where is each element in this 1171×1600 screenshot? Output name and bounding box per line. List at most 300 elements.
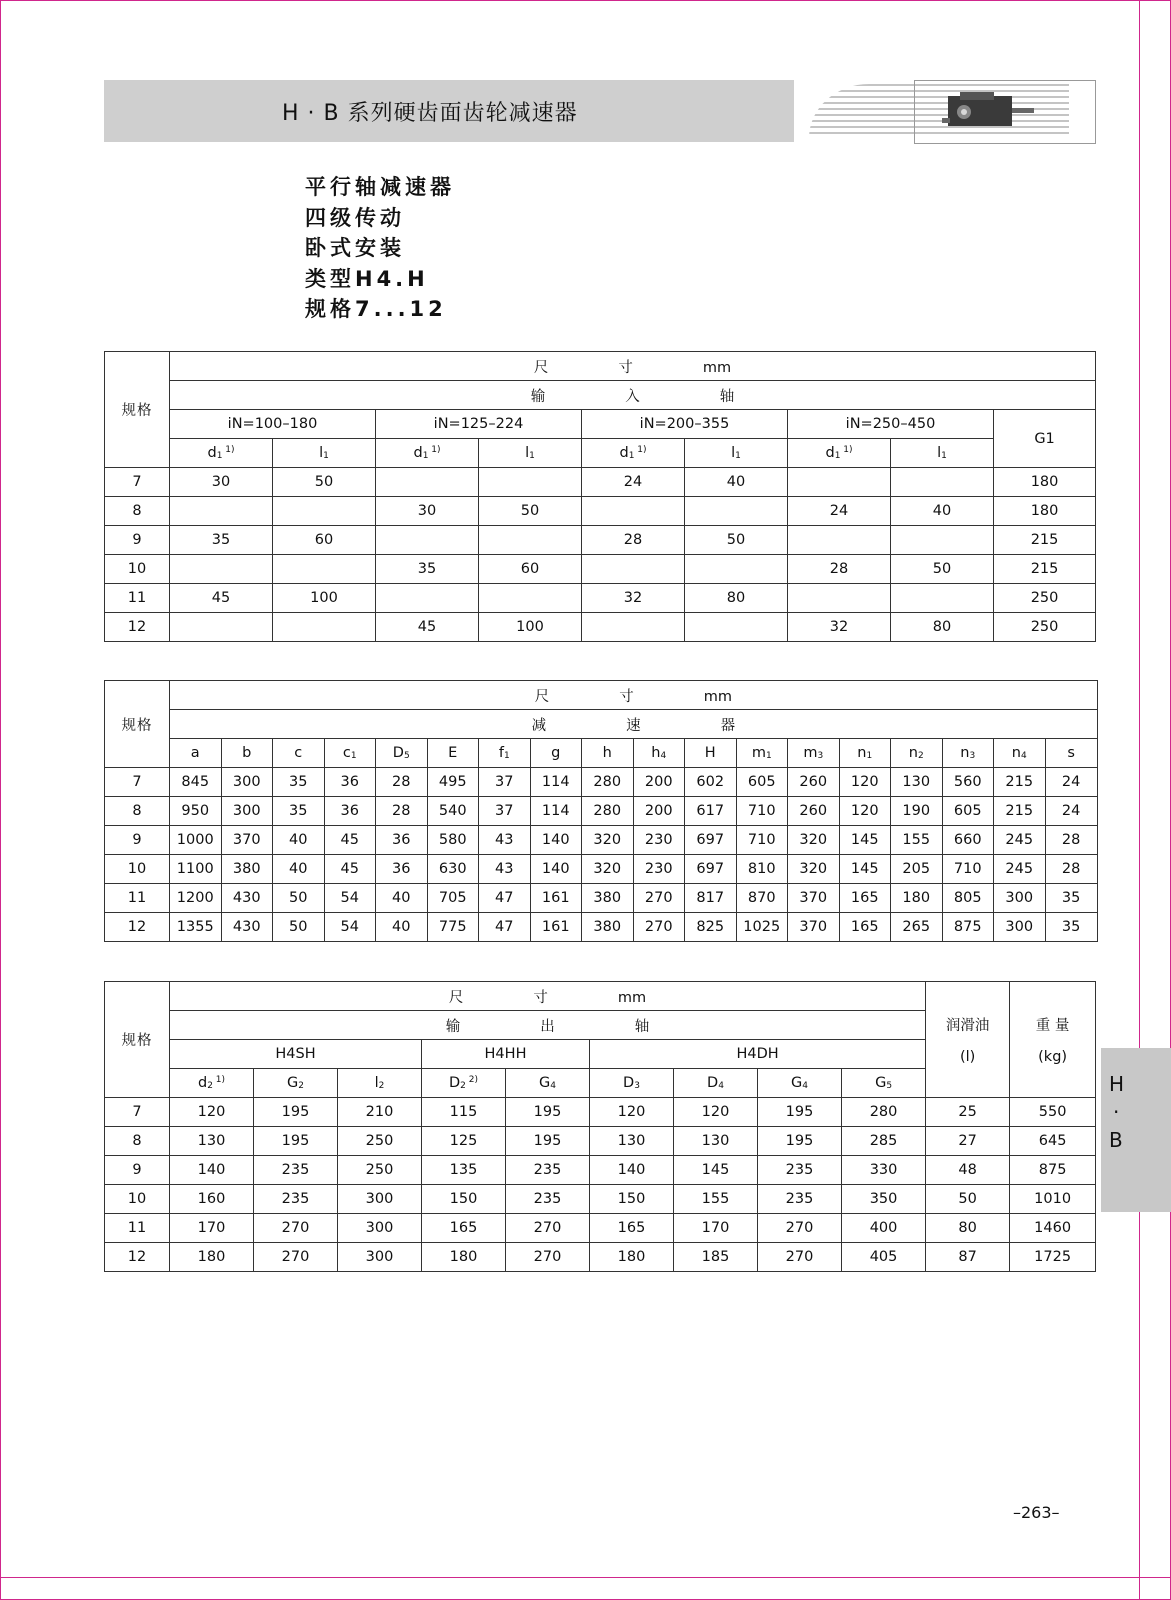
col-header-h: H: [685, 739, 737, 768]
table-row: [105, 1127, 1096, 1156]
table-cell: 37: [479, 768, 531, 797]
col-header-g1: G1: [994, 410, 1096, 468]
table-row: [105, 526, 1096, 555]
table-cell: 280: [582, 797, 634, 826]
table-cell: 235: [506, 1156, 590, 1185]
table-cell: 370: [221, 826, 273, 855]
table-cell: 235: [506, 1185, 590, 1214]
table-cell: 60: [479, 555, 582, 584]
table-cell: 1100: [170, 855, 222, 884]
table-cell: 45: [324, 855, 376, 884]
variant-header: H4SH: [170, 1040, 422, 1069]
table-cell: 260: [788, 797, 840, 826]
table-cell: 24: [1045, 768, 1097, 797]
table-cell: 120: [170, 1098, 254, 1127]
table-cell: [376, 526, 479, 555]
table-cell: 605: [736, 768, 788, 797]
row-spec-cell: 12: [105, 1243, 170, 1272]
table-cell: 54: [324, 913, 376, 942]
table-cell: 170: [674, 1214, 758, 1243]
table-cell: 165: [839, 913, 891, 942]
table-cell: 300: [338, 1185, 422, 1214]
table-cell: 697: [685, 826, 737, 855]
table-cell: 235: [254, 1185, 338, 1214]
table-cell: 270: [633, 884, 685, 913]
table-cell: 845: [170, 768, 222, 797]
table-row: [105, 913, 1098, 942]
spec-header: 规格: [105, 982, 170, 1098]
table-cell: 300: [221, 768, 273, 797]
table-cell: 270: [758, 1214, 842, 1243]
table-cell: 285: [842, 1127, 926, 1156]
table-cell: 215: [994, 797, 1046, 826]
table-cell: 28: [1045, 826, 1097, 855]
table-cell: 380: [582, 884, 634, 913]
col-header-g2: $G_2$: [254, 1069, 338, 1098]
row-spec-cell: 8: [105, 1127, 170, 1156]
col-header-d3: $D_3$: [590, 1069, 674, 1098]
table-cell: 50: [273, 884, 325, 913]
col-header-l1: $l_1$: [273, 439, 376, 468]
col-header-n2: $n_2$: [891, 739, 943, 768]
table-cell: [891, 526, 994, 555]
table-cell: 40: [273, 826, 325, 855]
table-cell: 235: [758, 1156, 842, 1185]
table-cell: 140: [590, 1156, 674, 1185]
table-cell: 35: [273, 768, 325, 797]
table-cell: [582, 613, 685, 642]
col-header-d5: $D_5$: [376, 739, 428, 768]
row-spec-cell: 9: [105, 1156, 170, 1185]
col-header-a: a: [170, 739, 222, 768]
table-cell: 320: [582, 826, 634, 855]
col-header-h: h: [582, 739, 634, 768]
table-cell: 135: [422, 1156, 506, 1185]
col-header-e: E: [427, 739, 479, 768]
row-spec-cell: 8: [105, 797, 170, 826]
table-row: [105, 1214, 1096, 1243]
table-cell: 320: [788, 855, 840, 884]
table-cell: 145: [674, 1156, 758, 1185]
table-cell: 140: [530, 826, 582, 855]
table-row: [105, 613, 1096, 642]
table-cell: 210: [338, 1098, 422, 1127]
row-spec-cell: 10: [105, 1185, 170, 1214]
table-row: [105, 826, 1098, 855]
reducer-dimension-table: [104, 680, 1098, 942]
table-cell: 32: [788, 613, 891, 642]
table-cell: 130: [674, 1127, 758, 1156]
table-cell: 150: [422, 1185, 506, 1214]
table-row: [105, 1098, 1096, 1127]
table-cell: 380: [221, 855, 273, 884]
table-cell: 28: [1045, 855, 1097, 884]
table-cell: 35: [376, 555, 479, 584]
subtitle-line: 类型H4.H: [305, 266, 429, 291]
ratio-group-header: iN=100–180: [170, 410, 376, 439]
table-cell: 48: [926, 1156, 1010, 1185]
table-cell: 60: [273, 526, 376, 555]
table-cell: [891, 468, 994, 497]
table-cell: 817: [685, 884, 737, 913]
spec-header: 规格: [105, 681, 170, 768]
table-cell: 215: [994, 526, 1096, 555]
table-cell: 270: [633, 913, 685, 942]
table-row: [105, 884, 1098, 913]
gearbox-icon: [942, 86, 1038, 132]
table-cell: 540: [427, 797, 479, 826]
table-cell: 24: [1045, 797, 1097, 826]
table-cell: 235: [254, 1156, 338, 1185]
col-header-m1: $m_1$: [736, 739, 788, 768]
row-spec-cell: 8: [105, 497, 170, 526]
crop-mark-bottom: [0, 1577, 1171, 1578]
dimension-header: 尺 寸 mm: [170, 982, 926, 1011]
table-cell: [376, 584, 479, 613]
table-cell: 380: [582, 913, 634, 942]
row-spec-cell: 9: [105, 526, 170, 555]
table-cell: 205: [891, 855, 943, 884]
table-cell: 50: [479, 497, 582, 526]
col-header-d2: $D_2$ $^{2)}$: [422, 1069, 506, 1098]
table-cell: 270: [254, 1214, 338, 1243]
table-cell: 47: [479, 913, 531, 942]
table-cell: [788, 584, 891, 613]
table-cell: 180: [994, 468, 1096, 497]
col-header-c1: $c_1$: [324, 739, 376, 768]
table-cell: 28: [788, 555, 891, 584]
table-cell: 28: [582, 526, 685, 555]
table-cell: 40: [376, 913, 428, 942]
table-cell: 45: [324, 826, 376, 855]
table-row: [105, 1185, 1096, 1214]
table-cell: 710: [736, 826, 788, 855]
table-cell: 250: [338, 1156, 422, 1185]
table-cell: 602: [685, 768, 737, 797]
table-cell: 580: [427, 826, 479, 855]
table-cell: 645: [1010, 1127, 1096, 1156]
subtitle-line: 四级传动: [305, 205, 405, 230]
row-spec-cell: 10: [105, 855, 170, 884]
col-header-b: b: [221, 739, 273, 768]
table-cell: 30: [376, 497, 479, 526]
col-header-g5: $G_5$: [842, 1069, 926, 1098]
table-cell: 195: [506, 1098, 590, 1127]
table-cell: 28: [376, 768, 428, 797]
table-cell: 28: [376, 797, 428, 826]
table-cell: 180: [422, 1243, 506, 1272]
table-cell: 37: [479, 797, 531, 826]
table-cell: 130: [590, 1127, 674, 1156]
table-cell: [685, 613, 788, 642]
variant-header: H4DH: [590, 1040, 926, 1069]
table-cell: 35: [170, 526, 273, 555]
col-header-s: s: [1045, 739, 1097, 768]
table-cell: 50: [273, 913, 325, 942]
table-cell: 195: [506, 1127, 590, 1156]
table-cell: [273, 497, 376, 526]
ratio-group-header: iN=200–355: [582, 410, 788, 439]
table-cell: 775: [427, 913, 479, 942]
table-cell: 950: [170, 797, 222, 826]
table-cell: 50: [273, 468, 376, 497]
col-header-n3: $n_3$: [942, 739, 994, 768]
output-shaft-table: [104, 981, 1096, 1272]
table-cell: 697: [685, 855, 737, 884]
table-row: [105, 497, 1096, 526]
ratio-group-header: iN=125–224: [376, 410, 582, 439]
col-header-n4: $n_4$: [994, 739, 1046, 768]
table-cell: 32: [582, 584, 685, 613]
table-cell: 190: [891, 797, 943, 826]
table-cell: 114: [530, 768, 582, 797]
section-header: 输 出 轴: [170, 1011, 926, 1040]
table-cell: 195: [254, 1127, 338, 1156]
col-header-l1: $l_1$: [685, 439, 788, 468]
table-cell: 320: [788, 826, 840, 855]
col-header-d4: $D_4$: [674, 1069, 758, 1098]
table-cell: 43: [479, 826, 531, 855]
table-cell: 320: [582, 855, 634, 884]
weight-header: 重 量 (kg): [1010, 982, 1096, 1098]
table-cell: 1025: [736, 913, 788, 942]
table-cell: 265: [891, 913, 943, 942]
table-cell: 330: [842, 1156, 926, 1185]
table-cell: [891, 584, 994, 613]
table-cell: 140: [170, 1156, 254, 1185]
col-header-c: c: [273, 739, 325, 768]
table-cell: 270: [506, 1214, 590, 1243]
input-shaft-table: [104, 351, 1096, 642]
col-header-d1: $d_1$ $^{1)}$: [788, 439, 891, 468]
table-cell: 180: [994, 497, 1096, 526]
section-header: 输 入 轴: [170, 381, 1096, 410]
table-cell: 36: [376, 826, 428, 855]
table-cell: 36: [324, 768, 376, 797]
col-header-g4: $G_4$: [506, 1069, 590, 1098]
table-cell: 120: [839, 797, 891, 826]
section-header: 减 速 器: [170, 710, 1098, 739]
table-cell: 165: [839, 884, 891, 913]
table-cell: 195: [758, 1098, 842, 1127]
row-spec-cell: 7: [105, 768, 170, 797]
ratio-group-header: iN=250–450: [788, 410, 994, 439]
table-cell: 705: [427, 884, 479, 913]
table-cell: 245: [994, 826, 1046, 855]
table-cell: 710: [736, 797, 788, 826]
table-cell: [273, 555, 376, 584]
subtitle-line: 卧式安装: [305, 236, 405, 260]
crop-mark-right: [1139, 0, 1140, 1600]
table-cell: 50: [926, 1185, 1010, 1214]
table-cell: 405: [842, 1243, 926, 1272]
table-row: [105, 1156, 1096, 1185]
table-cell: 250: [994, 613, 1096, 642]
table-cell: 215: [994, 555, 1096, 584]
table-cell: 80: [926, 1214, 1010, 1243]
col-header-h4: $h_4$: [633, 739, 685, 768]
table-cell: [788, 468, 891, 497]
table-row: [105, 1243, 1096, 1272]
col-header-l1: $l_1$: [891, 439, 994, 468]
table-cell: 195: [758, 1127, 842, 1156]
table-cell: [170, 555, 273, 584]
table-cell: 80: [685, 584, 788, 613]
table-cell: [582, 497, 685, 526]
table-cell: 300: [221, 797, 273, 826]
table-cell: 1725: [1010, 1243, 1096, 1272]
table-row: [105, 768, 1098, 797]
table-cell: 100: [273, 584, 376, 613]
table-cell: 1355: [170, 913, 222, 942]
table-cell: 40: [685, 468, 788, 497]
table-cell: 215: [994, 768, 1046, 797]
table-cell: 270: [758, 1243, 842, 1272]
table-cell: 45: [376, 613, 479, 642]
table-cell: 150: [590, 1185, 674, 1214]
table-cell: [685, 555, 788, 584]
table-cell: 370: [788, 913, 840, 942]
col-header-d2: $d_2$ $^{1)}$: [170, 1069, 254, 1098]
table-cell: 25: [926, 1098, 1010, 1127]
table-row: [105, 584, 1096, 613]
row-spec-cell: 10: [105, 555, 170, 584]
table-cell: 1010: [1010, 1185, 1096, 1214]
header-banner: [104, 80, 1094, 142]
table-cell: 200: [633, 797, 685, 826]
table-cell: 155: [891, 826, 943, 855]
table-cell: 185: [674, 1243, 758, 1272]
table-cell: 805: [942, 884, 994, 913]
table-cell: 40: [273, 855, 325, 884]
table-cell: 300: [994, 913, 1046, 942]
table-cell: 245: [994, 855, 1046, 884]
table-cell: 270: [506, 1243, 590, 1272]
section-side-tab: H · B: [1101, 1048, 1171, 1212]
table-cell: 155: [674, 1185, 758, 1214]
table-cell: 130: [170, 1127, 254, 1156]
product-description: [305, 172, 455, 325]
dimension-header: 尺 寸 mm: [170, 352, 1096, 381]
spec-header: 规格: [105, 352, 170, 468]
table-cell: 36: [376, 855, 428, 884]
table-cell: 170: [170, 1214, 254, 1243]
table-cell: [376, 468, 479, 497]
dimension-header: 尺 寸 mm: [170, 681, 1098, 710]
table-cell: 100: [479, 613, 582, 642]
table-cell: 250: [338, 1127, 422, 1156]
table-cell: 1000: [170, 826, 222, 855]
row-spec-cell: 7: [105, 1098, 170, 1127]
row-spec-cell: 9: [105, 826, 170, 855]
table-cell: 400: [842, 1214, 926, 1243]
table-cell: 161: [530, 884, 582, 913]
col-header-d1: $d_1$ $^{1)}$: [376, 439, 479, 468]
col-header-g4: $G_4$: [758, 1069, 842, 1098]
row-spec-cell: 7: [105, 468, 170, 497]
table-cell: 35: [273, 797, 325, 826]
table-cell: 200: [633, 768, 685, 797]
table-cell: 550: [1010, 1098, 1096, 1127]
table-cell: 165: [422, 1214, 506, 1243]
table-cell: [582, 555, 685, 584]
table-cell: 130: [891, 768, 943, 797]
table-cell: 180: [170, 1243, 254, 1272]
col-header-l2: $l_2$: [338, 1069, 422, 1098]
table-cell: 50: [685, 526, 788, 555]
table-cell: 140: [530, 855, 582, 884]
table-cell: [788, 526, 891, 555]
table-cell: 230: [633, 855, 685, 884]
table-cell: 270: [254, 1243, 338, 1272]
table-cell: 180: [891, 884, 943, 913]
col-header-n1: $n_1$: [839, 739, 891, 768]
table-cell: 80: [891, 613, 994, 642]
table-cell: 430: [221, 884, 273, 913]
table-cell: 810: [736, 855, 788, 884]
table-cell: 560: [942, 768, 994, 797]
table-cell: 300: [338, 1243, 422, 1272]
table-cell: 120: [839, 768, 891, 797]
table-cell: 280: [842, 1098, 926, 1127]
table-cell: 875: [1010, 1156, 1096, 1185]
lube-header: 润滑油 (l): [926, 982, 1010, 1098]
table-cell: 120: [590, 1098, 674, 1127]
table-cell: 710: [942, 855, 994, 884]
table-cell: 280: [582, 768, 634, 797]
table-cell: 47: [479, 884, 531, 913]
table-cell: 660: [942, 826, 994, 855]
table-cell: 145: [839, 826, 891, 855]
table-cell: 50: [891, 555, 994, 584]
table-cell: 40: [376, 884, 428, 913]
table-cell: 350: [842, 1185, 926, 1214]
table-cell: 165: [590, 1214, 674, 1243]
row-spec-cell: 11: [105, 584, 170, 613]
table-row: [105, 855, 1098, 884]
subtitle-line: 平行轴减速器: [305, 175, 455, 199]
table-cell: 40: [891, 497, 994, 526]
table-cell: 1200: [170, 884, 222, 913]
table-cell: 24: [582, 468, 685, 497]
table-cell: 260: [788, 768, 840, 797]
row-spec-cell: 11: [105, 1214, 170, 1243]
table-cell: 54: [324, 884, 376, 913]
table-cell: 35: [1045, 913, 1097, 942]
variant-header: H4HH: [422, 1040, 590, 1069]
table-cell: [479, 468, 582, 497]
table-cell: [685, 497, 788, 526]
table-cell: 35: [1045, 884, 1097, 913]
row-spec-cell: 11: [105, 884, 170, 913]
table-cell: 370: [788, 884, 840, 913]
col-header-d1: $d_1$ $^{1)}$: [170, 439, 273, 468]
table-cell: 45: [170, 584, 273, 613]
table-cell: [479, 584, 582, 613]
table-cell: 230: [633, 826, 685, 855]
row-spec-cell: 12: [105, 913, 170, 942]
table-cell: 630: [427, 855, 479, 884]
table-cell: 125: [422, 1127, 506, 1156]
table-cell: 430: [221, 913, 273, 942]
table-cell: [479, 526, 582, 555]
page-title: H · B 系列硬齿面齿轮减速器: [282, 101, 578, 126]
table-cell: 235: [758, 1185, 842, 1214]
table-cell: 114: [530, 797, 582, 826]
table-cell: 145: [839, 855, 891, 884]
table-cell: [170, 497, 273, 526]
table-cell: [170, 613, 273, 642]
